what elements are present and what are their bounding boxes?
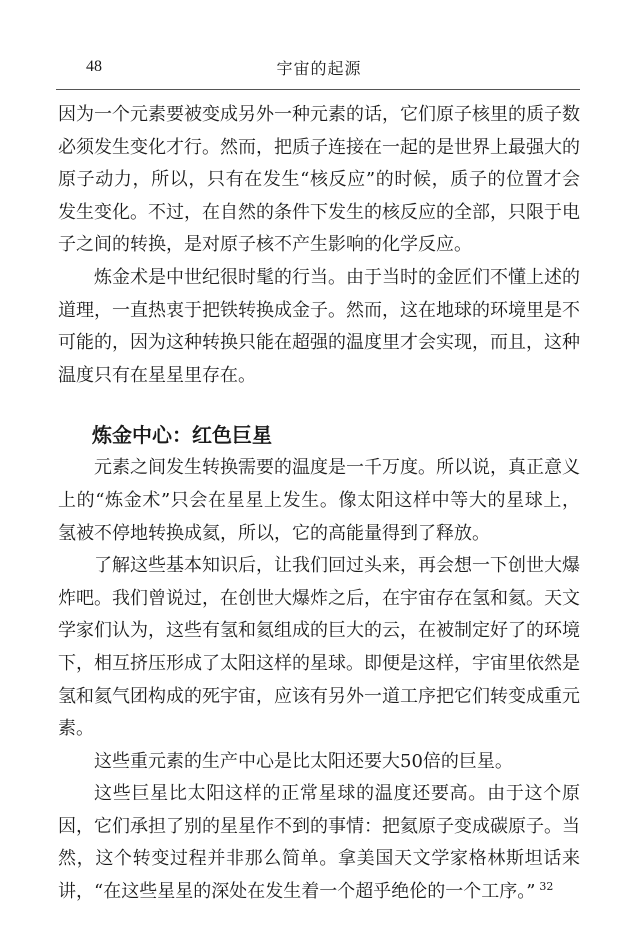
- page-number: 48: [86, 58, 102, 75]
- header-divider: [56, 89, 580, 90]
- paragraph-2: 炼金术是中世纪很时髦的行当。由于当时的金匠们不懂上述的道理，一直热衷于把铁转换成金子。然而，这在地球的环境里是不可能的，因为这种转换只能在超强的温度里才会实现，而且，这种温度只有在星星里存在。: [58, 266, 580, 386]
- paragraph-5: 这些重元素的生产中心是比太阳还要大50倍的巨星。: [94, 750, 513, 772]
- paragraph-1: 因为一个元素要被变成另外一种元素的话，它们原子核里的质子数必须发生变化才行。然而，把质子连接在一起的是世界上最强大的原子动力，所以，只有在发生“核反应”的时候，质子的位置才会发生变化。不过，在自然的条件下发生的核反应的全部，只限于电子之间的转换，是对原子核不产生影响的化学反应。: [58, 104, 580, 256]
- paragraph-4: 了解这些基本知识后，让我们回过头来，再会想一下创世大爆炸吧。我们曾说过，在创世大爆炸之后，在宇宙存在氢和氦。天文学家们认为，这些有氢和氦组成的巨大的云，在被制定好了的环境下，相互挤压形成了太阳这样的星球。即便是这样，宇宙里依然是氢和氦气团构成的死宇宙，应该有另外一道工序把它们转变成重元素。: [58, 555, 580, 740]
- page-body: [58, 99, 580, 909]
- paragraph-6-text: 这些巨星比太阳这样的正常星球的温度还要高。由于这个原因，它们承担了别的星星作不到的事情：把氦原子变成碳原子。当然，这个转变过程并非那么简单。拿美国天文学家格林斯坦话来讲，“在这些星星的深处在发生着一个超乎绝伦的一个工序。”: [58, 783, 580, 903]
- paragraph-6: [58, 778, 580, 908]
- paragraph-3: 元素之间发生转换需要的温度是一千万度。所以说，真正意义上的“炼金术”只会在星星上发生。像太阳这样中等大的星球上，氢被不停地转换成氦，所以，它的高能量得到了释放。: [58, 457, 580, 544]
- section-heading: 炼金中心：红色巨星: [92, 423, 272, 448]
- footnote-reference[interactable]: 32: [539, 880, 554, 894]
- page-header: [0, 56, 638, 82]
- running-title: 宇宙的起源: [276, 59, 362, 78]
